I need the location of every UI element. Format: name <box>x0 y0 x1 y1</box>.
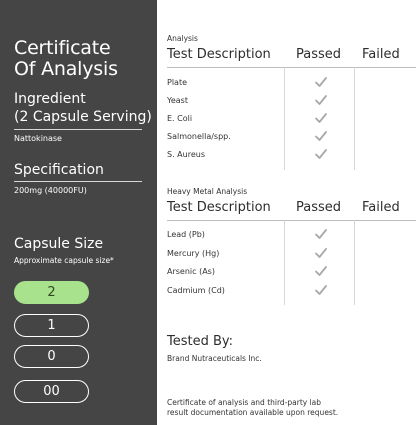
capsule-size-heading: Capsule Size <box>14 236 104 252</box>
footer-note <box>167 398 407 418</box>
footer-note-line-2: result documentation available upon request. <box>167 408 339 417</box>
footer-note-line-1: Certificate of analysis and third-party lab <box>167 398 322 407</box>
ingredient-value: Nattokinase <box>14 134 62 143</box>
check-icon <box>314 247 328 259</box>
ingredient-heading-line-2: (2 Capsule Serving) <box>14 109 152 125</box>
analysis-header-divider <box>167 67 416 68</box>
analysis-row-label: Plate <box>167 78 188 87</box>
analysis-label: Analysis <box>167 34 198 43</box>
metal-header-divider <box>167 220 416 221</box>
ingredient-heading <box>14 90 152 126</box>
analysis-col-failed: Failed <box>362 47 400 62</box>
metal-col-divider-1 <box>284 220 285 305</box>
title-line-1: Certificate <box>14 37 111 59</box>
metal-row-label: Cadmium (Cd) <box>167 285 225 295</box>
analysis-col-divider-2 <box>354 67 355 170</box>
heavy-metal-label: Heavy Metal Analysis <box>167 187 248 196</box>
left-panel <box>0 0 157 425</box>
capsule-size-subtitle: Approximate capsule size* <box>14 256 114 265</box>
capsule-size-option-2[interactable]: 2 <box>14 281 89 304</box>
check-icon <box>314 112 328 124</box>
check-icon <box>314 76 328 88</box>
check-icon <box>314 265 328 277</box>
ingredient-heading-line-1: Ingredient <box>14 91 86 107</box>
title-line-2: Of Analysis <box>14 58 118 80</box>
metal-col-failed: Failed <box>362 200 400 215</box>
check-icon <box>314 228 328 240</box>
metal-col-passed: Passed <box>296 200 342 215</box>
metal-col-divider-2 <box>354 220 355 305</box>
metal-row-label: Arsenic (As) <box>167 267 215 276</box>
metal-row-label: Mercury (Hg) <box>167 248 220 258</box>
specification-value: 200mg (40000FU) <box>14 186 87 195</box>
capsule-size-option-1[interactable]: 1 <box>14 314 89 337</box>
metal-col-test-description: Test Description <box>167 200 271 215</box>
specification-heading: Specification <box>14 162 104 178</box>
analysis-row-label: Salmonella/spp. <box>167 132 231 141</box>
capsule-size-option-00[interactable]: 00 <box>14 380 89 403</box>
metal-row-label: Lead (Pb) <box>167 230 205 239</box>
ingredient-divider <box>14 129 142 130</box>
analysis-col-divider-1 <box>284 67 285 170</box>
right-panel <box>157 0 416 425</box>
tested-by-heading: Tested By: <box>167 334 234 349</box>
check-icon <box>314 94 328 106</box>
certificate-title <box>14 38 118 80</box>
check-icon <box>314 130 328 142</box>
analysis-col-test-description: Test Description <box>167 47 271 62</box>
analysis-col-passed: Passed <box>296 47 342 62</box>
check-icon <box>314 284 328 296</box>
check-icon <box>314 148 328 160</box>
analysis-row-label: E. Coli <box>167 114 193 123</box>
analysis-row-label: S. Aureus <box>167 150 205 159</box>
specification-divider <box>14 181 142 182</box>
analysis-row-label: Yeast <box>167 96 188 105</box>
tested-by-value: Brand Nutraceuticals Inc. <box>167 354 262 363</box>
capsule-size-option-0[interactable]: 0 <box>14 345 89 368</box>
